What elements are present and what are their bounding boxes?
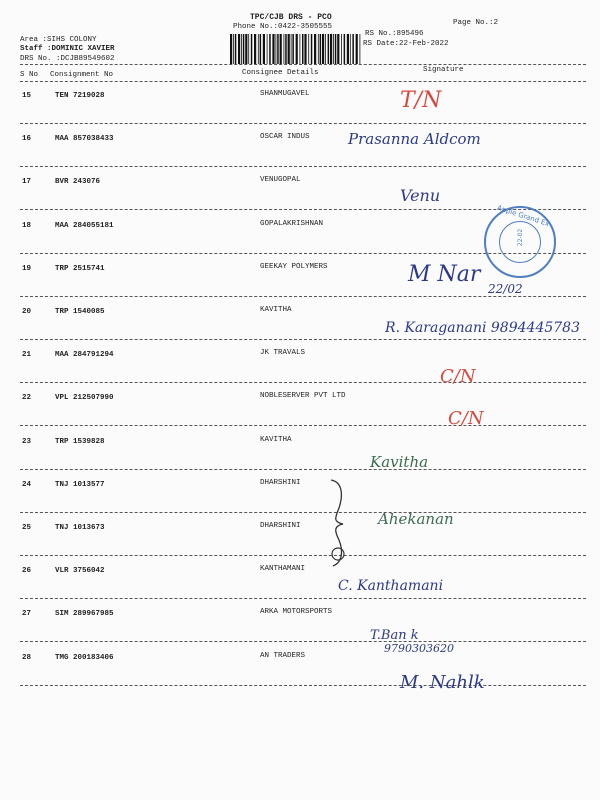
row-consignee-name: VENUGOPAL xyxy=(260,176,301,184)
row-sno: 22 xyxy=(22,394,32,402)
signature-27-phone: 9790303620 xyxy=(384,642,454,655)
row-sno: 28 xyxy=(22,654,32,662)
row-consignee-name: ARKA MOTORSPORTS xyxy=(260,608,333,616)
row-sno: 18 xyxy=(22,222,32,230)
document-title: TPC/CJB DRS - PCO xyxy=(250,13,332,22)
row-consignment-no: VLR 3756042 xyxy=(55,567,105,575)
row-divider xyxy=(20,512,586,513)
signature-16: Prasanna Aldcom xyxy=(348,130,481,148)
row-sno: 15 xyxy=(22,92,32,100)
rs-date: RS Date:22-Feb-2022 xyxy=(363,40,449,48)
area-label: Area :SIHS COLONY xyxy=(20,36,97,44)
row-sno: 21 xyxy=(22,351,32,359)
signature-15: T/N xyxy=(400,88,442,113)
row-sno: 27 xyxy=(22,610,32,618)
stamp-text: Apple Grand Ex xyxy=(496,203,551,229)
row-sno: 23 xyxy=(22,438,32,446)
row-consignment-no: TRP 1539828 xyxy=(55,438,105,446)
row-consignment-no: TMG 200183406 xyxy=(55,654,114,662)
signature-19: M Nar xyxy=(408,262,481,287)
row-consignee-name: NOBLESERVER PVT LTD xyxy=(260,392,346,400)
rs-number: RS No.:895496 xyxy=(365,30,424,38)
row-sno: 24 xyxy=(22,481,32,489)
drs-number: DRS No. :DCJB89549602 xyxy=(20,55,115,63)
row-sno: 19 xyxy=(22,265,32,273)
barcode-image xyxy=(230,34,362,64)
row-consignee-name: AN TRADERS xyxy=(260,652,306,660)
row-divider xyxy=(20,339,586,340)
stamp-date: 22-02 xyxy=(517,228,525,247)
signature-20: R. Karaganani 9894445783 xyxy=(385,320,580,336)
col-consignee: Consignee Details xyxy=(242,69,319,77)
signature-19-date: 22/02 xyxy=(488,282,523,296)
header-top-rule xyxy=(20,64,586,65)
row-divider xyxy=(20,685,586,686)
signature-26: C. Kanthamani xyxy=(338,578,444,594)
row-consignee-name: DHARSHINI xyxy=(260,522,301,530)
row-consignment-no: SIM 289967985 xyxy=(55,610,114,618)
row-consignee-name: KANTHAMANI xyxy=(260,565,306,573)
row-consignment-no: MAA 284791294 xyxy=(55,351,114,359)
row-sno: 25 xyxy=(22,524,32,532)
signature-17: Venu xyxy=(400,186,441,205)
row-sno: 17 xyxy=(22,178,32,186)
company-stamp xyxy=(484,203,556,278)
row-divider xyxy=(20,166,586,167)
row-consignee-name: KAVITHA xyxy=(260,306,292,314)
row-consignment-no: TNJ 1013673 xyxy=(55,524,105,532)
row-consignment-no: TRP 2515741 xyxy=(55,265,105,273)
row-consignee-name: DHARSHINI xyxy=(260,479,301,487)
page-number: Page No.:2 xyxy=(453,19,499,27)
grouping-brace xyxy=(325,478,355,568)
signature-23: Kavitha xyxy=(370,453,429,471)
row-divider xyxy=(20,598,586,599)
signature-21: C/N xyxy=(440,366,476,387)
row-consignee-name: KAVITHA xyxy=(260,436,292,444)
row-divider xyxy=(20,641,586,642)
row-consignment-no: TRP 1540085 xyxy=(55,308,105,316)
row-consignee-name: JK TRAVALS xyxy=(260,349,306,357)
row-consignment-no: BVR 243076 xyxy=(55,178,101,186)
row-divider xyxy=(20,123,586,124)
row-divider xyxy=(20,382,586,383)
row-consignee-name: GEEKAY POLYMERS xyxy=(260,263,328,271)
col-sno: S No xyxy=(20,71,39,79)
row-consignment-no: MAA 284055181 xyxy=(55,222,114,230)
row-divider xyxy=(20,469,586,470)
signature-27: T.Ban k xyxy=(370,628,419,643)
col-consignment: Consignment No xyxy=(50,71,114,79)
row-sno: 16 xyxy=(22,135,32,143)
row-consignment-no: TNJ 1013577 xyxy=(55,481,105,489)
row-sno: 26 xyxy=(22,567,32,575)
row-consignment-no: VPL 212507990 xyxy=(55,394,114,402)
row-sno: 20 xyxy=(22,308,32,316)
row-divider xyxy=(20,555,586,556)
phone-number: Phone No.:0422-3505555 xyxy=(233,23,333,31)
row-divider xyxy=(20,296,586,297)
row-consignment-no: TEN 7219028 xyxy=(55,92,105,100)
signature-22: C/N xyxy=(448,408,484,429)
row-consignee-name: GOPALAKRISHNAN xyxy=(260,220,324,228)
row-consignee-name: OSCAR INDUS xyxy=(260,133,310,141)
row-divider xyxy=(20,425,586,426)
col-signature: Signature xyxy=(423,66,464,74)
signature-28: M. Nahlk xyxy=(400,672,485,693)
signature-24: Ahekanan xyxy=(378,510,454,528)
row-consignee-name: SHANMUGAVEL xyxy=(260,90,310,98)
header-bottom-rule xyxy=(20,81,586,82)
staff-label: Staff :DOMINIC XAVIER xyxy=(20,45,115,53)
row-consignment-no: MAA 857038433 xyxy=(55,135,114,143)
